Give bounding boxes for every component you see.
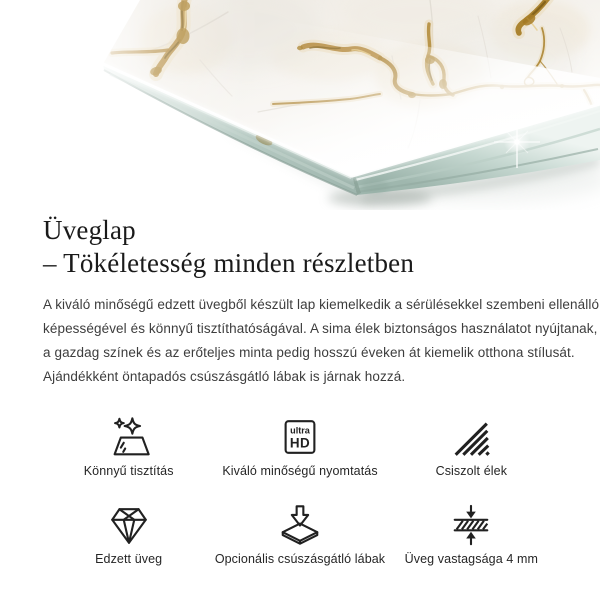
glass-thickness-icon: [448, 504, 494, 548]
description-line: a gazdag színek és az erőteljes minta pedig hosszú éveken át kiemelik otthona stílusát.: [43, 345, 575, 360]
feature-row-1: [43, 416, 557, 479]
feature-list: [43, 416, 557, 567]
feature-label: Csiszolt élek: [435, 464, 508, 478]
polished-edges-icon: [448, 416, 494, 460]
description-line: A kiváló minőségű edzett üvegből készült lap kiemelkedik a sérülésekkel szembeni ellenálló: [43, 297, 600, 312]
ultra-hd-print-icon: [277, 416, 323, 460]
description-line: képességével és könnyű tisztíthatóságával. A sima élek biztonságos használatot nyújtanak,: [43, 321, 598, 336]
feature-glass-thickness: [386, 504, 557, 567]
page-title: [43, 214, 557, 280]
anti-slip-feet-icon: [277, 504, 323, 548]
product-name: Üveglap: [43, 215, 136, 245]
feature-tempered-glass: [43, 504, 214, 567]
feature-polished-edges: [386, 416, 557, 479]
feature-label: Könnyű tisztítás: [83, 464, 174, 478]
product-description-section: [0, 214, 600, 567]
description-line: Ajándékként öntapadós csúszásgátló lábak is járnak hozzá.: [43, 369, 406, 384]
feature-label: Kiváló minőségű nyomtatás: [222, 464, 378, 478]
left-fade-overlay: [0, 0, 250, 210]
tempered-glass-icon: [106, 504, 152, 548]
easy-cleaning-icon: [106, 416, 152, 460]
feature-easy-cleaning: [43, 416, 214, 479]
feature-label: Üveg vastagsága 4 mm: [404, 552, 538, 566]
product-tagline: – Tökéletesség minden részletben: [43, 248, 415, 278]
ultra-hd-badge-bottom: HD: [289, 435, 311, 451]
feature-ultra-hd-print: [214, 416, 385, 479]
product-description: [43, 293, 600, 389]
ultra-hd-badge-top: ultra: [290, 425, 310, 436]
product-hero-image: [0, 0, 600, 210]
feature-row-2: [43, 504, 557, 567]
feature-anti-slip-feet: [214, 504, 385, 567]
feature-label: Edzett üveg: [95, 552, 163, 566]
feature-label: Opcionális csúszásgátló lábak: [214, 552, 386, 566]
